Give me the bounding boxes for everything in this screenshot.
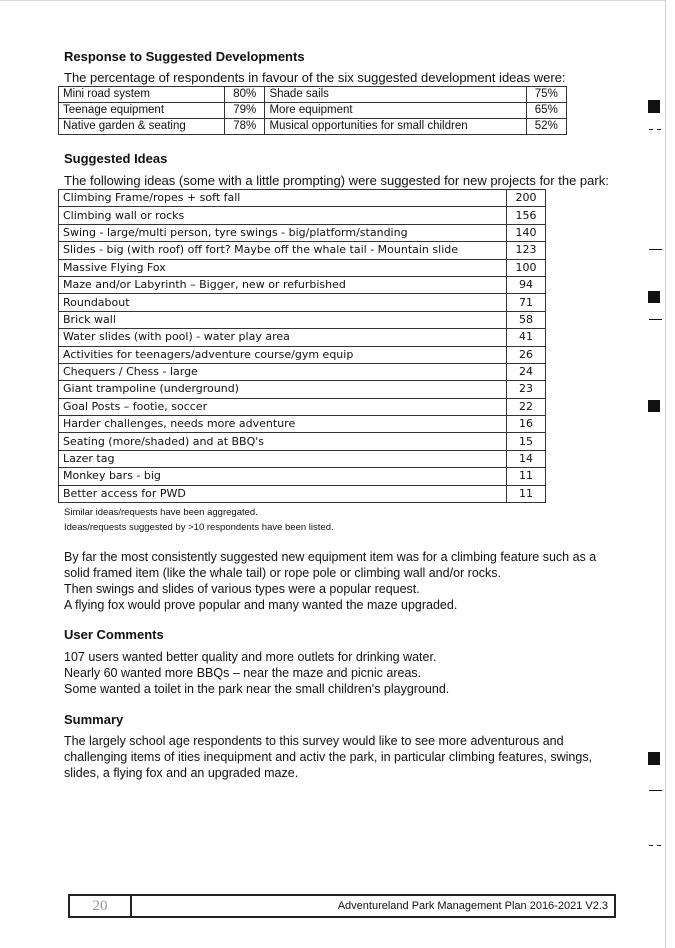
table-row bbox=[59, 119, 567, 135]
idea-count-cell: 14 bbox=[507, 450, 546, 467]
idea-count-cell: 11 bbox=[507, 485, 546, 502]
summary-line: slides, a flying fox and an upgraded maze. bbox=[64, 766, 299, 780]
idea-cell: Climbing wall or rocks bbox=[59, 207, 507, 224]
idea-count-cell: 11 bbox=[507, 468, 546, 485]
idea-cell: Massive Flying Fox bbox=[59, 259, 507, 276]
scan-mark bbox=[648, 752, 660, 765]
comment-line: Nearly 60 wanted more BBQs – near the maze and picnic areas. bbox=[64, 666, 422, 680]
table-row bbox=[59, 294, 546, 311]
scan-mark bbox=[649, 845, 653, 846]
paragraph-line: solid framed item (like the whale tail) or rope pole or climbing wall and/or rocks. bbox=[64, 566, 501, 580]
page-top-edge bbox=[0, 0, 665, 1]
idea-count-cell: 140 bbox=[507, 224, 546, 241]
idea-cell: Chequers / Chess - large bbox=[59, 363, 507, 380]
section-heading-comments: User Comments bbox=[64, 627, 164, 642]
dev-pct-cell: 79% bbox=[225, 103, 265, 119]
dev-pct-cell: 65% bbox=[526, 103, 566, 119]
table-row bbox=[59, 259, 546, 276]
table-row bbox=[59, 276, 546, 293]
comments-paragraph bbox=[64, 649, 624, 697]
summary-paragraph bbox=[64, 733, 624, 781]
table-row bbox=[59, 329, 546, 346]
idea-cell: Slides - big (with roof) off fort? Maybe off the whale tail - Mountain slide bbox=[59, 242, 507, 259]
page-right-edge bbox=[665, 0, 666, 948]
scan-mark bbox=[649, 790, 662, 791]
scan-mark bbox=[657, 129, 661, 130]
ideas-table bbox=[58, 189, 546, 503]
idea-count-cell: 123 bbox=[507, 242, 546, 259]
table-row bbox=[59, 381, 546, 398]
table-row bbox=[59, 363, 546, 380]
developments-table bbox=[58, 86, 567, 135]
footer-title: Adventureland Park Management Plan 2016-2021 V2.3 bbox=[337, 900, 608, 912]
scan-mark bbox=[649, 319, 662, 320]
idea-count-cell: 71 bbox=[507, 294, 546, 311]
section-heading-summary: Summary bbox=[64, 712, 124, 727]
idea-count-cell: 26 bbox=[507, 346, 546, 363]
table-row bbox=[59, 346, 546, 363]
scan-mark bbox=[657, 845, 661, 846]
scan-mark bbox=[649, 129, 653, 130]
comment-line: 107 users wanted better quality and more outlets for drinking water. bbox=[64, 650, 437, 664]
table-notes bbox=[64, 505, 334, 535]
table-row bbox=[59, 450, 546, 467]
idea-cell: Brick wall bbox=[59, 311, 507, 328]
scan-mark bbox=[649, 249, 662, 250]
paragraph-line: A flying fox would prove popular and many wanted the maze upgraded. bbox=[64, 598, 458, 612]
table-row bbox=[59, 468, 546, 485]
idea-count-cell: 100 bbox=[507, 259, 546, 276]
table-row bbox=[59, 242, 546, 259]
page-footer bbox=[68, 894, 616, 918]
idea-count-cell: 23 bbox=[507, 381, 546, 398]
idea-count-cell: 22 bbox=[507, 398, 546, 415]
idea-count-cell: 200 bbox=[507, 190, 546, 207]
dev-pct-cell: 80% bbox=[225, 87, 265, 103]
comment-line: Some wanted a toilet in the park near the small children's playground. bbox=[64, 682, 450, 696]
scan-mark bbox=[648, 100, 660, 113]
idea-cell: Monkey bars - big bbox=[59, 468, 507, 485]
table-row bbox=[59, 190, 546, 207]
paragraph-line: By far the most consistently suggested new equipment item was for a climbing feature such as a bbox=[64, 550, 597, 564]
table-row bbox=[59, 311, 546, 328]
idea-cell: Activities for teenagers/adventure course/gym equip bbox=[59, 346, 507, 363]
table-row bbox=[59, 87, 567, 103]
dev-item-cell: Mini road system bbox=[59, 87, 225, 103]
idea-cell: Water slides (with pool) - water play area bbox=[59, 329, 507, 346]
summary-line: challenging items of ities inequipment and activ the park, in particular climbing features, swings, bbox=[64, 750, 593, 764]
section-heading-ideas: Suggested Ideas bbox=[64, 151, 168, 166]
note-threshold: Ideas/requests suggested by >10 respondents have been listed. bbox=[64, 522, 334, 533]
section-heading-developments: Response to Suggested Developments bbox=[64, 49, 305, 64]
idea-count-cell: 94 bbox=[507, 276, 546, 293]
developments-intro: The percentage of respondents in favour of the six suggested development ideas were: bbox=[64, 70, 566, 85]
idea-count-cell: 58 bbox=[507, 311, 546, 328]
idea-cell: Harder challenges, needs more adventure bbox=[59, 416, 507, 433]
idea-count-cell: 24 bbox=[507, 363, 546, 380]
idea-count-cell: 15 bbox=[507, 433, 546, 450]
idea-cell: Swing - large/multi person, tyre swings - big/platform/standing bbox=[59, 224, 507, 241]
table-row bbox=[59, 207, 546, 224]
ideas-paragraph bbox=[64, 549, 624, 613]
table-row bbox=[59, 485, 546, 502]
dev-item-cell: Teenage equipment bbox=[59, 103, 225, 119]
note-aggregated: Similar ideas/requests have been aggregated. bbox=[64, 507, 258, 518]
ideas-intro: The following ideas (some with a little prompting) were suggested for new projects for the park: bbox=[64, 173, 609, 188]
idea-cell: Climbing Frame/ropes + soft fall bbox=[59, 190, 507, 207]
idea-cell: Lazer tag bbox=[59, 450, 507, 467]
idea-cell: Goal Posts – footie, soccer bbox=[59, 398, 507, 415]
idea-count-cell: 16 bbox=[507, 416, 546, 433]
dev-item-cell: Shade sails bbox=[265, 87, 526, 103]
scan-mark bbox=[648, 400, 660, 412]
idea-cell: Maze and/or Labyrinth – Bigger, new or refurbished bbox=[59, 276, 507, 293]
idea-cell: Giant trampoline (underground) bbox=[59, 381, 507, 398]
table-row bbox=[59, 416, 546, 433]
table-row bbox=[59, 224, 546, 241]
idea-count-cell: 156 bbox=[507, 207, 546, 224]
dev-item-cell: More equipment bbox=[265, 103, 526, 119]
page-number: 20 bbox=[70, 896, 132, 916]
dev-pct-cell: 52% bbox=[526, 119, 566, 135]
idea-cell: Better access for PWD bbox=[59, 485, 507, 502]
idea-count-cell: 41 bbox=[507, 329, 546, 346]
idea-cell: Roundabout bbox=[59, 294, 507, 311]
dev-item-cell: Musical opportunities for small children bbox=[265, 119, 526, 135]
scan-mark bbox=[648, 291, 660, 303]
summary-line: The largely school age respondents to this survey would like to see more adventurous and bbox=[64, 734, 564, 748]
table-row bbox=[59, 398, 546, 415]
idea-cell: Seating (more/shaded) and at BBQ's bbox=[59, 433, 507, 450]
dev-item-cell: Native garden & seating bbox=[59, 119, 225, 135]
dev-pct-cell: 78% bbox=[225, 119, 265, 135]
table-row bbox=[59, 103, 567, 119]
paragraph-line: Then swings and slides of various types were a popular request. bbox=[64, 582, 420, 596]
table-row bbox=[59, 433, 546, 450]
dev-pct-cell: 75% bbox=[526, 87, 566, 103]
